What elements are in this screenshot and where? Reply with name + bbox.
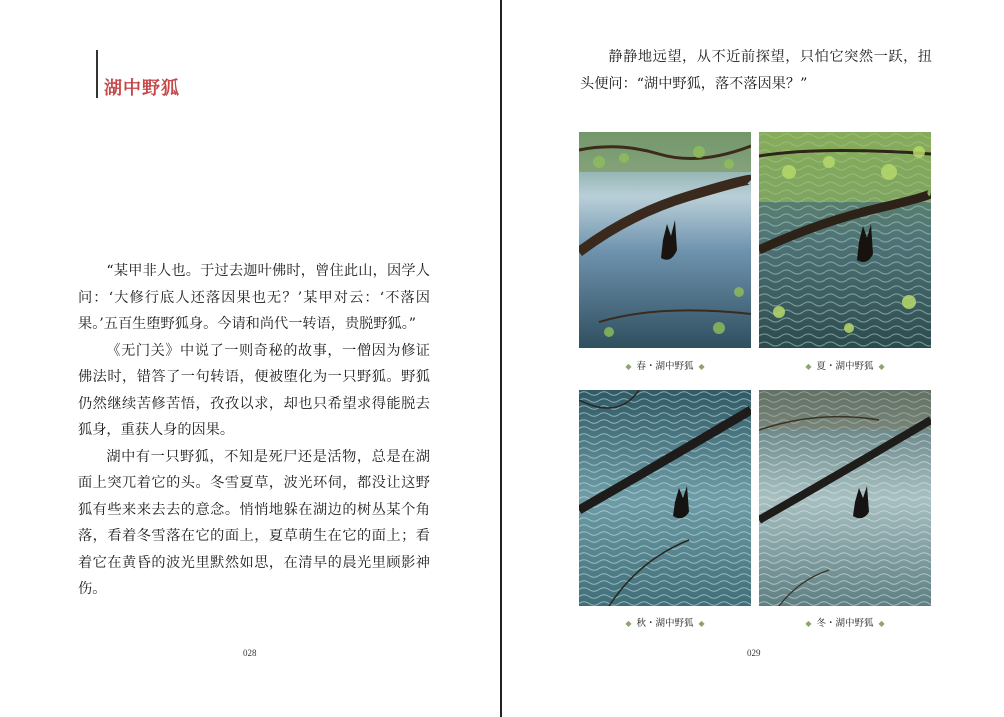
caption-dot-icon: ◆ (878, 362, 885, 371)
right-page (504, 0, 1004, 717)
caption-dot-icon: ◆ (698, 619, 705, 628)
caption-dot-icon: ◆ (625, 362, 632, 371)
caption-dot-icon: ◆ (878, 619, 885, 628)
chapter-title: 湖中野狐 (104, 78, 180, 99)
spring-lake-photo-icon (579, 132, 751, 348)
caption-dot-icon: ◆ (805, 619, 812, 628)
summer-lake-photo (759, 132, 931, 348)
paragraph: 静静地远望，从不近前探望，只怕它突然一跃，扭头便问：“湖中野狐，落不落因果？” (580, 49, 932, 92)
caption-dot-icon: ◆ (698, 362, 705, 371)
winter-lake-photo (759, 390, 931, 606)
left-page (0, 0, 500, 717)
spring-lake-photo (579, 132, 751, 348)
paragraph: 湖中有一只野狐，不知是死尸还是活物，总是在湖面上突兀着它的头。冬雪夏草，波光环伺，都没让这野狐有些来来去去的意念。悄悄地躲在湖边的树丛某个角落，看着冬雪落在它的面上，夏草萌生在它的面上；看着它在黄昏的波光里默然如思，在清早的晨光里顾影神伤。 (78, 448, 430, 597)
caption-dot-icon: ◆ (625, 619, 632, 628)
book-spine (500, 0, 502, 717)
summer-lake-photo-icon (759, 132, 931, 348)
right-body-text (580, 44, 932, 97)
caption-dot-icon: ◆ (805, 362, 812, 371)
autumn-photo-caption: ◆ 秋・湖中野狐 ◆ (625, 618, 705, 629)
left-body-text (78, 258, 430, 603)
winter-lake-photo-icon (759, 390, 931, 606)
page-number-right: 029 (747, 648, 761, 658)
summer-photo-caption: ◆ 夏・湖中野狐 ◆ (805, 361, 885, 372)
paragraph: “某甲非人也。于过去迦叶佛时，曾住此山，因学人问：‘大修行底人还落因果也无？’某甲对云：‘不落因果。’五百生堕野狐身。今请和尚代一转语，贵脱野狐。” (78, 263, 430, 332)
autumn-lake-photo-icon (579, 390, 751, 606)
page-number-left: 028 (243, 648, 257, 658)
autumn-lake-photo (579, 390, 751, 606)
chapter-title-rule (96, 50, 98, 98)
spring-photo-caption: ◆ 春・湖中野狐 ◆ (625, 361, 705, 372)
winter-photo-caption: ◆ 冬・湖中野狐 ◆ (805, 618, 885, 629)
paragraph: 《无门关》中说了一则奇秘的故事，一僧因为修证佛法时，错答了一句转语，便被堕化为一只野狐。野狐仍然继续苦修苦悟，孜孜以求，却也只希望求得能脱去狐身，重获人身的因果。 (78, 342, 430, 438)
